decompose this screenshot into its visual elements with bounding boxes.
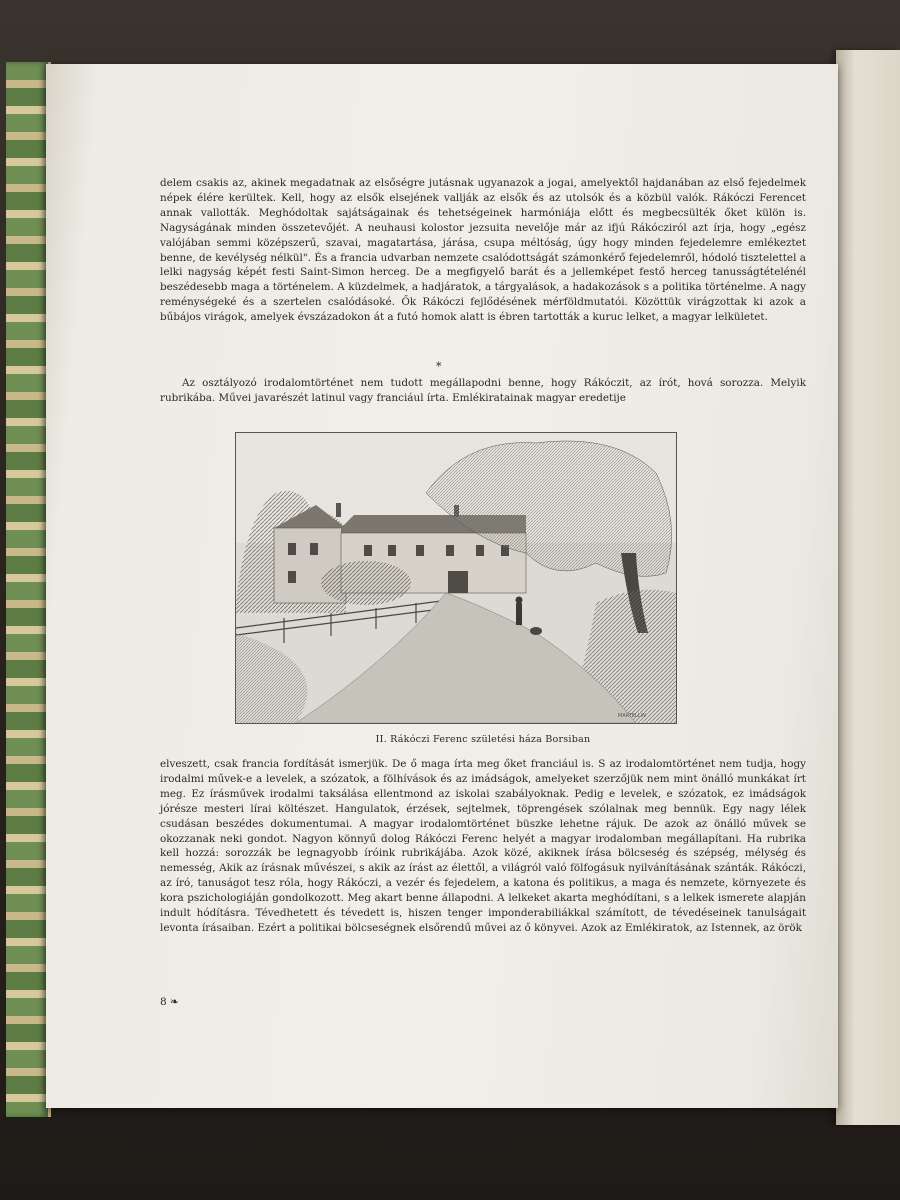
next-page-edge	[836, 50, 900, 1125]
bottom-paragraph-block	[160, 757, 806, 936]
bottom-paragraph: elveszett, csak francia fordítását ismerjük. De ő maga írta meg őket franciául is. S az irodalomtörténet nem tudja, hogy irodalmi művek-e a levelek, a szózatok, a fölhívások és az imádságok, amelyeket szerzőjük nem mint önálló munkákat írt meg. Ez írásművek irodalmi taksálása ellentmond az iskolai szabályoknak. Pedig e levelek, e szózatok, ez imádságok jórésze mesteri lírai költészet. Hangulatok, érzések, sejtelmek, töprengések szólalnak meg bennük. Egy nagy lélek csudásan beszédes dokumentumai. A magyar irodalomtörténet büszke lehetne rájuk. De azok az önálló művek se okozzanak neki gondot. Nagyon könnyű dolog Rákóczi Ferenc helyét a magyar irodalomban megállapítani. Ha rubrika kell hozzá: sorozzák be legnagyobb íróink rubrikájába. Azok közé, akiknek írása bölcseség és szépség, mélység és nemesség, Akik az írásnak művészei, s akik az írást az élettől, a világról való fölfogásuk nyilvánításának szánták. Rákóczi, az író, tanuságot tesz róla, hogy Rákóczi, a vezér és fejedelem, a katona és politikus, a maga és nemzete, környezete és kora pszichologiáján gondolkozott. Meg akart benne állapodni. A lelkeket akarta meghódítani, s a lelkek ismerete alapján indult hódításra. Tévedhetett és tévedett is, hiszen tenger imponderabiliákkal számított, de tévedéseinek tanulságait levonta írásaiban. Ezért a politikai bölcseségnek elsőrendű művei az ő könyvei. Azok az Emlékiratok, az Istennek, az örök	[160, 758, 806, 934]
second-paragraph-block	[160, 376, 806, 406]
section-separator: *	[436, 360, 442, 373]
top-paragraph-block	[160, 176, 806, 325]
manor-house-engraving	[236, 433, 676, 723]
engraving-illustration	[235, 432, 677, 724]
second-paragraph: Az osztályozó irodalomtörténet nem tudott megállapodni benne, hogy Rákóczit, az írót, hová sorozza. Melyik rubrikába. Művei javarészét latinul vagy franciául írta. Emlékiratainak magyar eredetije	[160, 377, 806, 404]
page-number: 8 ❧	[160, 996, 179, 1008]
top-paragraph: delem csakis az, akinek megadatnak az elsőségre jutásnak ugyanazok a jogai, amelyektől hajdanában az első fejedelmek népek élére kerültek. Kell, hogy az elsők elsejének vallják az elsők és az utolsók és a közbül valók. Rákóczi Ferencet annak vallották. Meghódoltak sajátságainak és tehetségeinek harmóniája előtt és megbecsülték őket külön is. Nagyságának minden összetevőjét. A neuhausi kolostor jezsuita nevelője már az ifjú Rákócziról azt írja, hogy „egész valójában semmi középszerű, szavai, magatartása, járása, csupa méltóság, úgy hogy minden fejedelemre emlékeztet benne, de kevélység nélkül". És a francia udvarban nemzete csalódottságát számonkérő fejedelemről, hódoló tisztelettel a lelki nagyság képét festi Saint-Simon herceg. De a megfigyelő barát és a jellemképet festő herceg tanusságtételénél beszédesebb maga a történelem. A küzdelmek, a hadjáratok, a tárgyalások, a hadakozások s a politika történelme. A nagy reménységeké és a szertelen csalódásoké. Ők Rákóczi fejlődésének mérföldmutatói. Közöttük virágzottak ki azok a bűbájos virágok, amelyek évszázadokon át a futó homok alatt is ébren tartották a kuruc lelket, a magyar lelkületet.	[160, 177, 806, 324]
book-binding	[6, 62, 51, 1117]
illustration-caption: II. Rákóczi Ferenc születési háza Borsiban	[375, 734, 591, 745]
book-page	[46, 64, 838, 1108]
engraver-signature: MARTELLIN	[618, 713, 646, 719]
